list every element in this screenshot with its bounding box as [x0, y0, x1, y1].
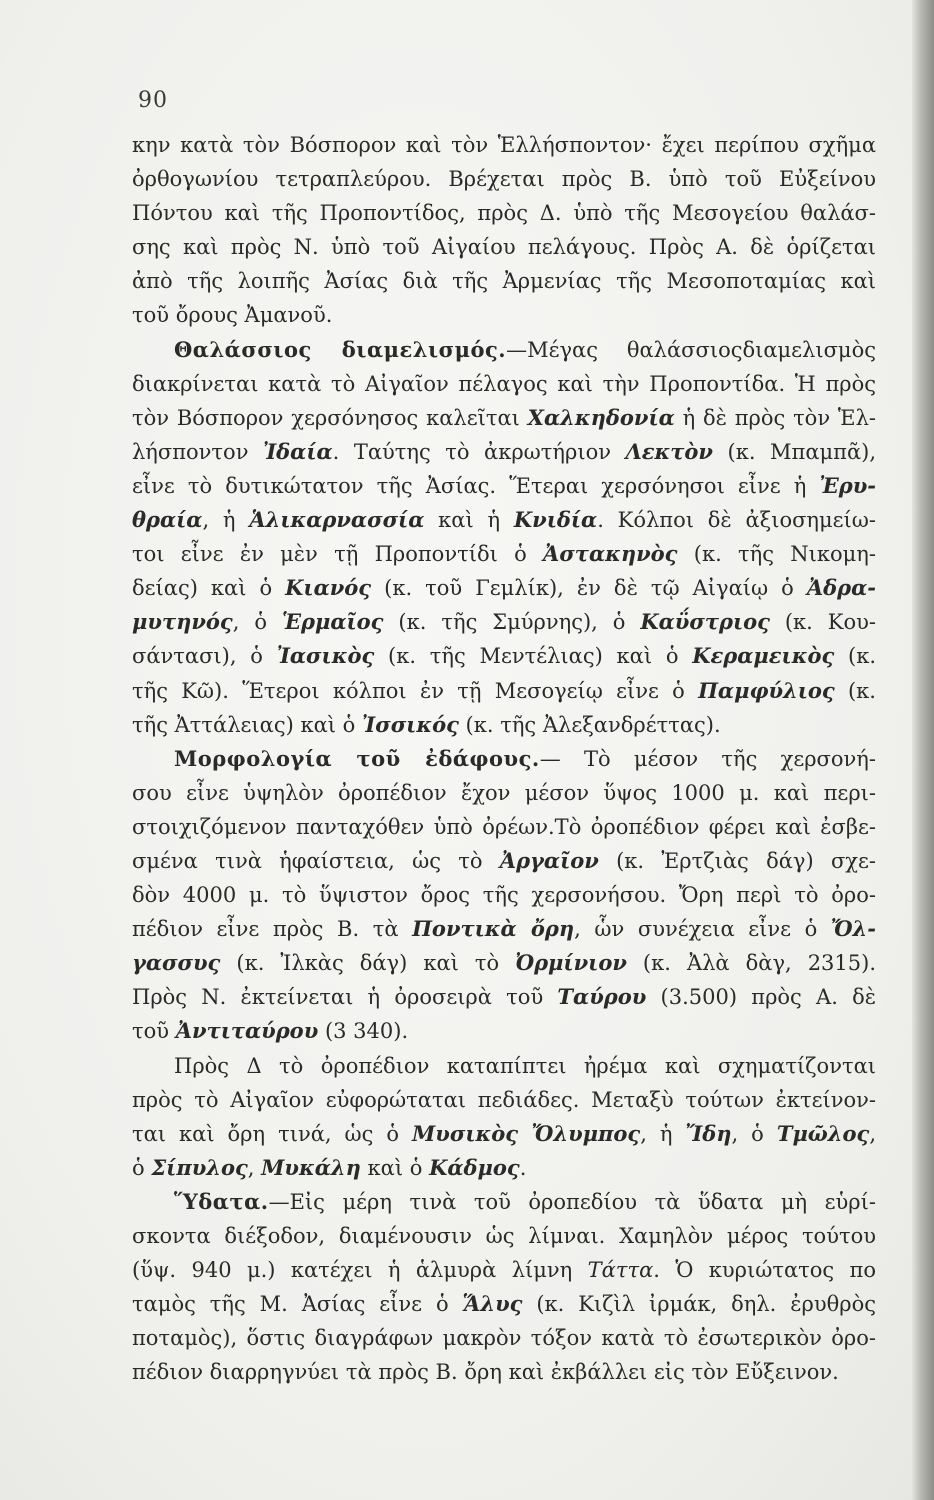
- text-span: σμένα τινὰ ἡφαίστεια, ὡς τὸ: [132, 848, 500, 873]
- text-span: διακρίνεται κατὰ τὸ Αἰγαῖον πέλαγος καὶ τὴν Προποντίδα. Ἡ πρὸς: [132, 371, 876, 396]
- text-span: , ὁ: [232, 610, 282, 635]
- text-line: [132, 1117, 876, 1151]
- emphasized-term: Ἰδαία: [262, 438, 333, 464]
- text-span: (κ.: [834, 678, 876, 703]
- text-line: [132, 639, 876, 673]
- text-span: (κ. Κου-: [769, 610, 876, 635]
- text-span: εἶνε τὸ δυτικώτατον τῆς Ἀσίας. Ἕτεραι χερσόνησοι εἶνε ἡ: [132, 473, 820, 498]
- emphasized-term: Ἐρυ-: [819, 472, 876, 498]
- text-span: (3.500) πρὸς Α. δὲ: [646, 985, 876, 1010]
- text-line: [132, 469, 876, 503]
- emphasized-term: Κνιδία: [513, 507, 598, 533]
- emphasized-term: Μυκάλη: [261, 1154, 361, 1180]
- emphasized-term: Ἰασικὸς: [276, 643, 375, 669]
- text-span: δὸν 4000 μ. τὸ ὕψιστον ὄρος τῆς χερσονήσου. Ὄρη περὶ τὸ ὀρο-: [132, 883, 876, 908]
- body-text: [132, 128, 876, 1389]
- text-span: (κ.: [834, 644, 876, 669]
- text-span: .: [519, 1155, 527, 1180]
- text-span: τοι εἶνε ἐν μὲν τῇ Προποντίδι ὁ: [132, 542, 544, 567]
- text-span: σκοντα διέξοδον, διαμένουσιν ὡς λίμναι. Χαμηλὸν μέρος τούτου: [132, 1224, 876, 1248]
- text-span: — Τὸ μέσον τῆς χερσονή-: [539, 746, 876, 771]
- text-span: σάντασι), ὁ: [132, 644, 277, 669]
- section-heading: Μορφολογία τοῦ ἐδάφους.: [174, 745, 540, 771]
- emphasized-term: Κιανός: [285, 575, 372, 601]
- text-line: [132, 1083, 876, 1117]
- text-line: [132, 1049, 876, 1083]
- text-line: [132, 980, 876, 1014]
- text-span: κην κατὰ τὸν Βόσπορον καὶ τὸν Ἑλλήσποντον· ἔχει περίπου σχῆμα: [132, 133, 876, 157]
- text-span: Πρὸς Ν. ἐκτείνεται ἡ ὀροσειρὰ τοῦ: [132, 985, 558, 1010]
- text-span: ἀπὸ τῆς λοιπῆς Ἀσίας διὰ τῆς Ἀρμενίας τῆς Μεσοποταμίας καὶ: [132, 269, 876, 294]
- text-line: [132, 333, 876, 367]
- text-line: [132, 1151, 876, 1185]
- emphasized-term: γασσυς: [132, 950, 221, 976]
- emphasized-term: Τάττα: [587, 1258, 654, 1283]
- text-span: , ὁ: [731, 1121, 777, 1146]
- text-span: ὁ: [132, 1155, 152, 1180]
- text-line: [132, 537, 876, 571]
- section-heading: Ὕδατα.: [174, 1188, 269, 1214]
- text-span: (κ. Ἀλὰ δὰγ, 2315).: [626, 951, 876, 976]
- text-line: [132, 776, 876, 810]
- text-span: δείας) καὶ ὁ: [132, 576, 286, 601]
- emphasized-term: Λεκτὸν: [625, 438, 714, 464]
- text-span: τοῦ: [132, 1019, 176, 1044]
- text-span: . Ταύτης τὸ ἀκρωτήριον: [332, 439, 626, 464]
- text-line: [132, 196, 876, 230]
- text-span: , ὧν συνέχεια εἶνε ὁ: [574, 917, 831, 942]
- text-line: [132, 230, 876, 264]
- text-line: [132, 571, 876, 605]
- text-line: [132, 708, 876, 742]
- text-line: [132, 401, 876, 435]
- text-span: (3 340).: [318, 1019, 409, 1044]
- text-span: λήσποντον: [132, 439, 263, 464]
- text-line: [132, 128, 876, 162]
- text-span: (ὕψ. 940 μ.) κατέχει ἡ ἁλμυρὰ λίμνη: [132, 1258, 588, 1283]
- text-line: [132, 298, 876, 332]
- text-line: [132, 742, 876, 776]
- text-line: [132, 946, 876, 980]
- text-line: [132, 1185, 876, 1219]
- emphasized-term: Ἴδη: [685, 1120, 732, 1146]
- emphasized-term: Ταύρου: [557, 984, 647, 1010]
- emphasized-term: Χαλκηδονία: [527, 404, 675, 430]
- emphasized-term: Ὄλ-: [830, 916, 876, 942]
- emphasized-term: μυτηνός: [132, 609, 233, 635]
- text-span: (κ. τῆς Νικομη-: [677, 542, 876, 567]
- text-span: ται καὶ ὄρη τινά, ὡς ὁ: [132, 1121, 413, 1146]
- emphasized-term: Ἀντιταύρου: [175, 1018, 319, 1044]
- text-span: (κ. Ἐρτζιὰς δάγ) σχε-: [598, 848, 876, 873]
- section-heading: Θαλάσσιος διαμελισμός.: [174, 336, 507, 362]
- text-span: (κ. τῆς Ἀλεξανδρέττας).: [458, 712, 721, 737]
- text-line: [132, 1355, 876, 1389]
- text-span: πέδιον εἶνε πρὸς Β. τὰ: [132, 917, 413, 942]
- emphasized-term: Κεραμεικὸς: [692, 643, 835, 669]
- emphasized-term: Καΰστριος: [640, 609, 770, 635]
- text-span: τὸν Βόσπορον χερσόνησος καλεῖται: [132, 405, 528, 430]
- emphasized-term: Ἀδρα-: [806, 575, 876, 601]
- emphasized-term: Ἅλυς: [462, 1291, 523, 1317]
- text-span: Πρὸς Δ τὸ ὀροπέδιον καταπίπτει ἠρέμα καὶ σχηματίζονται: [174, 1053, 876, 1078]
- text-span: ποταμὸς), ὅστις διαγράφων μακρὸν τόξον κατὰ τὸ ἐσωτερικὸν ὀρο-: [132, 1326, 876, 1351]
- text-span: καὶ ἡ: [424, 508, 514, 533]
- text-line: [132, 367, 876, 401]
- text-line: [132, 605, 876, 639]
- text-span: (κ. τῆς Σμύρνης), ὁ: [383, 610, 641, 635]
- text-span: τῆς Κῶ). Ἕτεροι κόλποι ἐν τῇ Μεσογείῳ εἶνε ὁ: [132, 678, 699, 703]
- text-span: (κ. Κιζὶλ ἰρμάκ, δηλ. ἐρυθρὸς: [522, 1292, 876, 1317]
- emphasized-term: Ἑρμαῖος: [281, 609, 384, 635]
- text-line: [132, 162, 876, 196]
- text-span: καὶ ὁ: [360, 1155, 430, 1180]
- emphasized-term: Παμφύλιος: [698, 677, 835, 703]
- text-line: [132, 810, 876, 844]
- text-line: [132, 1321, 876, 1355]
- emphasized-term: Ἀργαῖον: [499, 847, 599, 873]
- text-span: πρὸς τὸ Αἰγαῖον εὐφορώταται πεδιάδες. Μεταξὺ τούτων ἐκτείνον-: [132, 1087, 876, 1112]
- text-line: [132, 1219, 876, 1253]
- text-span: σου εἶνε ὑψηλὸν ὀροπέδιον ἔχον μέσον ὕψος 1000 μ. καὶ περι-: [132, 780, 876, 805]
- emphasized-term: Ὀρμίνιον: [515, 950, 627, 976]
- text-span: (κ. τοῦ Γεμλίκ), ἐν δὲ τῷ Αἰγαίῳ ὁ: [371, 576, 807, 601]
- text-span: ταμὸς τῆς Μ. Ἀσίας εἶνε ὁ: [132, 1292, 463, 1317]
- emphasized-term: Ἁλικαρνασσία: [249, 507, 425, 533]
- page-number: 90: [138, 88, 168, 113]
- text-span: ἡ δὲ πρὸς τὸν Ἑλ-: [674, 405, 876, 430]
- text-span: (κ. τῆς Μεντέλιας) καὶ ὁ: [374, 644, 693, 669]
- text-span: , ἡ: [202, 508, 250, 533]
- text-span: σης καὶ πρὸς Ν. ὑπὸ τοῦ Αἰγαίου πελάγους. Πρὸς Α. δὲ ὁρίζεται: [132, 235, 876, 260]
- text-line: [132, 1253, 876, 1287]
- text-span: (κ. Ἰλκὰς δάγ) καὶ τὸ: [220, 951, 516, 976]
- text-span: πέδιον διαρρηγνύει τὰ πρὸς Β. ὄρη καὶ ἐκβάλλει εἰς τὸν Εὔξεινον.: [132, 1360, 839, 1385]
- emphasized-term: Ἀστακηνὸς: [543, 541, 678, 567]
- text-line: [132, 1014, 876, 1048]
- text-span: τοῦ ὄρους Ἀμανοῦ.: [132, 303, 333, 328]
- text-span: ὀρθογωνίου τετραπλεύρου. Βρέχεται πρὸς Β. ὑπὸ τοῦ Εὐξείνου: [132, 167, 876, 192]
- text-span: , ἡ: [640, 1121, 686, 1146]
- emphasized-term: θραία: [132, 507, 203, 533]
- text-line: [132, 844, 876, 878]
- text-line: [132, 878, 876, 912]
- text-line: [132, 1287, 876, 1321]
- text-span: (κ. Μπαμπᾶ),: [713, 439, 876, 464]
- emphasized-term: Ἰσσικός: [362, 711, 459, 737]
- text-span: . Ὁ κυριώτατος πο: [653, 1258, 876, 1283]
- page-edge-shadow: [912, 0, 934, 1500]
- text-span: —Εἰς μέρη τινὰ τοῦ ὀροπεδίου τὰ ὕδατα μὴ εὑρί-: [268, 1189, 876, 1214]
- text-span: ,: [247, 1155, 262, 1180]
- emphasized-term: Κάδμος: [429, 1154, 520, 1180]
- text-span: —Μέγας θαλάσσιοςδιαμελισμὸς: [506, 337, 876, 362]
- text-span: Πόντου καὶ τῆς Προποντίδος, πρὸς Δ. ὑπὸ τῆς Μεσογείου θαλάσ-: [132, 201, 876, 226]
- text-line: [132, 912, 876, 946]
- emphasized-term: Ποντικὰ ὄρη: [412, 916, 575, 942]
- text-line: [132, 435, 876, 469]
- text-line: [132, 503, 876, 537]
- emphasized-term: Μυσικὸς Ὄλυμπος: [412, 1120, 641, 1146]
- emphasized-term: Τμῶλος: [776, 1120, 870, 1146]
- text-span: . Κόλποι δὲ ἀξιοσημείω-: [597, 508, 876, 533]
- text-line: [132, 674, 876, 708]
- text-span: ,: [869, 1121, 876, 1146]
- text-span: τῆς Ἀττάλειας) καὶ ὁ: [132, 712, 362, 737]
- text-span: στοιχιζόμενον πανταχόθεν ὑπὸ ὀρέων.Τὸ ὀροπέδιον φέρει καὶ ἐσβε-: [132, 814, 876, 839]
- emphasized-term: Σίπυλος: [151, 1154, 248, 1180]
- text-line: [132, 264, 876, 298]
